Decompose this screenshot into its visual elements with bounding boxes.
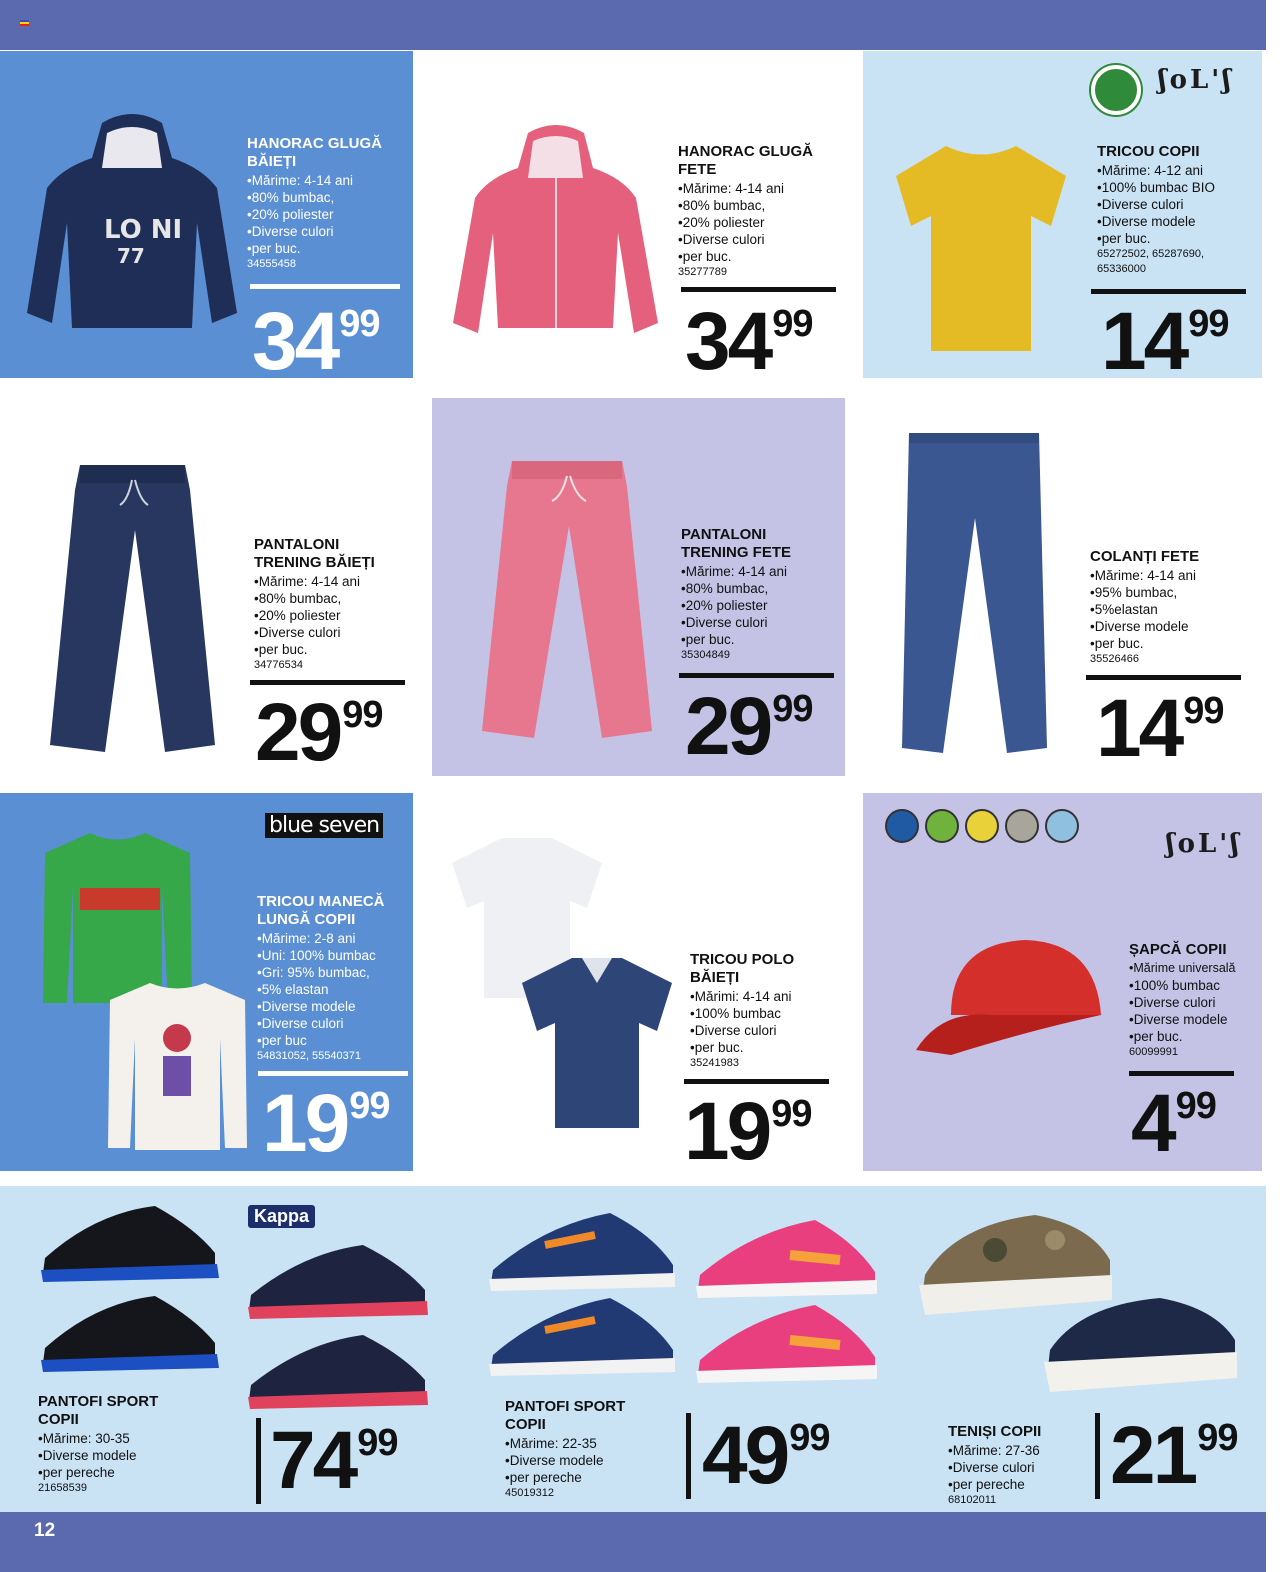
price-divider [686, 1413, 691, 1499]
product-tile-pantaloni-fete[interactable] [432, 398, 845, 776]
feature-unit: • per buc. [1090, 635, 1250, 652]
header-bar [0, 0, 1266, 50]
feature-size: • Mărime: 4-12 ani [1097, 162, 1257, 179]
product-code: 34776534 [254, 659, 303, 671]
feature-material: • 20% poliester [678, 214, 853, 231]
product-title: LUNGĂ COPII [257, 911, 356, 928]
price-hanorac-baieti: 3499 [252, 296, 380, 378]
product-code: 34555458 [247, 258, 296, 270]
feature-models: • Diverse modele [257, 998, 412, 1015]
product-title: PANTALONI [254, 536, 340, 553]
price-divider [1091, 289, 1246, 294]
product-code: 35277789 [678, 266, 727, 278]
price-pantofi-sport: 4999 [702, 1410, 830, 1501]
product-tile-colanti-fete[interactable] [863, 398, 1262, 776]
info-pantofi-kappa [38, 1393, 208, 1496]
feature-size: • Mărime: 4-14 ani [1090, 567, 1250, 584]
price-divider [684, 1079, 829, 1084]
price-sapca-copii: 499 [1131, 1078, 1216, 1169]
product-title: BĂIEȚI [247, 153, 297, 170]
feature-models: • Diverse modele [38, 1447, 208, 1464]
product-title: TRICOU MANECĂ [257, 893, 385, 910]
product-tile-tricou-polo[interactable] [432, 793, 845, 1171]
product-title: HANORAC GLUGĂ [678, 143, 813, 160]
polo-navy-image [517, 953, 677, 1133]
product-code: 45019312 [505, 1487, 554, 1499]
feature-size: • Mărime: 4-14 ani [681, 563, 841, 580]
feature-material: • 80% bumbac, [681, 580, 841, 597]
shoes-sport-blue-image [485, 1205, 680, 1380]
kappa-logo: Kappa [248, 1205, 315, 1228]
feature-material: • 5%elastan [1090, 601, 1250, 618]
product-title: TRENING BĂIEȚI [254, 554, 375, 571]
hoodie-boy-image [22, 113, 242, 343]
product-tile-tricou-copii[interactable] [863, 51, 1262, 378]
color-swatch-green [925, 809, 959, 843]
price-divider [1086, 675, 1241, 680]
product-title: ȘAPCĂ COPII [1129, 941, 1227, 958]
cap-red-image [911, 935, 1111, 1065]
product-code: 54831052, 55540371 [257, 1050, 361, 1062]
hoodie-girl-image [448, 123, 663, 343]
price-colanti-fete: 1499 [1096, 683, 1224, 774]
price-pantaloni-baieti: 2999 [255, 687, 383, 776]
product-title: TRICOU COPII [1097, 143, 1200, 160]
product-title: PANTOFI SPORT [38, 1393, 159, 1410]
feature-material: • 100% bumbac [690, 1005, 840, 1022]
price-tricou-copii: 1499 [1101, 296, 1229, 378]
feature-models: • Diverse modele [1090, 618, 1250, 635]
price-tricou-maneca-lunga: 1999 [262, 1078, 390, 1169]
feature-size: • Mărime: 4-14 ani [678, 180, 853, 197]
product-tile-sapca-copii[interactable] [863, 793, 1262, 1171]
feature-material: • 20% poliester [247, 206, 412, 223]
feature-unit: • per pereche [505, 1469, 675, 1486]
info-pantofi-sport [505, 1398, 675, 1501]
product-code: 35304849 [681, 649, 730, 661]
feature-material: • 20% poliester [254, 607, 409, 624]
price-divider [250, 680, 405, 685]
product-tile-pantaloni-baieti[interactable] [0, 398, 413, 776]
feature-colors: • Diverse culori [257, 1015, 412, 1032]
feature-material: • Gri: 95% bumbac, [257, 964, 412, 981]
feature-colors: • Diverse culori [247, 223, 412, 240]
joggers-girl-image [472, 456, 662, 746]
product-title: PANTOFI SPORT [505, 1398, 626, 1415]
price-tricou-polo: 1999 [684, 1086, 812, 1171]
sols-logo: ʃoL'ʃ [1158, 65, 1234, 95]
feature-material: • 20% poliester [681, 597, 841, 614]
feature-size: • Mărime: 22-35 [505, 1435, 675, 1452]
color-swatch-yellow [965, 809, 999, 843]
feature-colors: • Diverse culori [690, 1022, 840, 1039]
svg-text:77: 77 [117, 244, 145, 268]
feature-unit: • per buc [257, 1032, 412, 1049]
feature-size: • Mărime: 4-14 ani [247, 172, 412, 189]
shoes-kappa-navy-image [243, 1235, 433, 1415]
product-code: 68102011 [948, 1494, 997, 1506]
feature-colors: • Diverse culori [1129, 994, 1261, 1011]
product-tile-hanorac-fete[interactable] [413, 51, 863, 378]
product-code: 65272502, 65287690, [1097, 248, 1205, 260]
price-tenisi-copii: 2199 [1110, 1410, 1238, 1501]
feature-material: • 95% bumbac, [1090, 584, 1250, 601]
page-number: 12 [34, 1520, 56, 1541]
product-title: FETE [678, 161, 717, 178]
leggings-image [899, 428, 1049, 758]
feature-colors: • Diverse culori [1097, 196, 1257, 213]
feature-size: • Mărime: 27-36 [948, 1442, 1098, 1459]
feature-models: • Diverse modele [1129, 1011, 1261, 1028]
feature-unit: • per buc. [678, 248, 853, 265]
feature-colors: • Diverse culori [254, 624, 409, 641]
feature-unit: • per buc. [254, 641, 409, 658]
feature-material: • 80% bumbac, [254, 590, 409, 607]
feature-size: • Mărime: 2-8 ani [257, 930, 412, 947]
product-title: TRENING FETE [681, 544, 792, 561]
price-divider [681, 287, 836, 292]
feature-models: • Diverse modele [505, 1452, 675, 1469]
product-title: TRICOU POLO [690, 951, 795, 968]
feature-material: • 100% bumbac [1129, 977, 1261, 994]
price-divider [1095, 1413, 1100, 1499]
blue-seven-logo: blue seven [265, 813, 383, 838]
product-title: COPII [505, 1416, 546, 1433]
feature-material: • 80% bumbac, [678, 197, 853, 214]
product-title: TENIȘI COPII [948, 1423, 1042, 1440]
feature-size: • Mărime: 4-14 ani [254, 573, 409, 590]
product-title: COPII [38, 1411, 79, 1428]
feature-material: • 100% bumbac BIO [1097, 179, 1257, 196]
color-swatch-blue [885, 809, 919, 843]
feature-unit: • per buc. [1129, 1028, 1261, 1045]
eco-badge-icon [1091, 65, 1141, 115]
info-tenisi-copii [948, 1423, 1098, 1508]
feature-unit: • per buc. [690, 1039, 840, 1056]
product-tile-hanorac-baieti[interactable] [0, 51, 413, 378]
price-divider [258, 1071, 408, 1076]
feature-unit: • per buc. [247, 240, 412, 257]
sols-logo: ʃoL'ʃ [1166, 829, 1242, 859]
feature-size: • Mărime universală [1129, 960, 1261, 977]
feature-colors: • Diverse culori [948, 1459, 1098, 1476]
color-swatch-lightblue [1045, 809, 1079, 843]
flag-icon [20, 20, 29, 26]
tshirt-yellow-image [891, 141, 1071, 356]
joggers-boy-image [40, 460, 225, 760]
feature-models: • Diverse modele [1097, 213, 1257, 230]
feature-material: • Uni: 100% bumbac [257, 947, 412, 964]
price-pantaloni-fete: 2999 [685, 681, 813, 772]
feature-material: • 5% elastan [257, 981, 412, 998]
svg-text:LO NI: LO NI [104, 215, 183, 245]
sneakers-navy-image [1040, 1290, 1240, 1400]
feature-size: • Mărimi: 4-14 ani [690, 988, 840, 1005]
product-title: PANTALONI [681, 526, 767, 543]
footer-bar [0, 1512, 1266, 1572]
feature-material: • 80% bumbac, [247, 189, 412, 206]
product-code: 65336000 [1097, 263, 1146, 275]
feature-colors: • Diverse culori [681, 614, 841, 631]
feature-unit: • per buc. [681, 631, 841, 648]
product-tile-tricou-maneca-lunga[interactable] [0, 793, 413, 1171]
price-hanorac-fete: 3499 [685, 296, 813, 378]
color-swatch-grey [1005, 809, 1039, 843]
price-divider [250, 284, 400, 289]
product-title: BĂIEȚI [690, 969, 740, 986]
product-title: HANORAC GLUGĂ [247, 135, 382, 152]
price-pantofi-kappa: 7499 [270, 1415, 398, 1506]
price-divider [1129, 1071, 1234, 1076]
product-code: 21658539 [38, 1482, 87, 1494]
product-title: COLANȚI FETE [1090, 548, 1200, 565]
longsleeve-white-image [105, 978, 250, 1158]
price-divider [679, 673, 834, 678]
shoes-sport-pink-image [690, 1210, 880, 1385]
price-divider [256, 1418, 261, 1504]
feature-unit: • per buc. [1097, 230, 1257, 247]
product-code: 35241983 [690, 1057, 739, 1069]
product-code: 60099991 [1129, 1046, 1178, 1058]
feature-unit: • per pereche [948, 1476, 1098, 1493]
shoes-kappa-black-image [35, 1198, 225, 1378]
feature-size: • Mărime: 30-35 [38, 1430, 208, 1447]
feature-unit: • per pereche [38, 1464, 208, 1481]
feature-colors: • Diverse culori [678, 231, 853, 248]
product-code: 35526466 [1090, 653, 1139, 665]
